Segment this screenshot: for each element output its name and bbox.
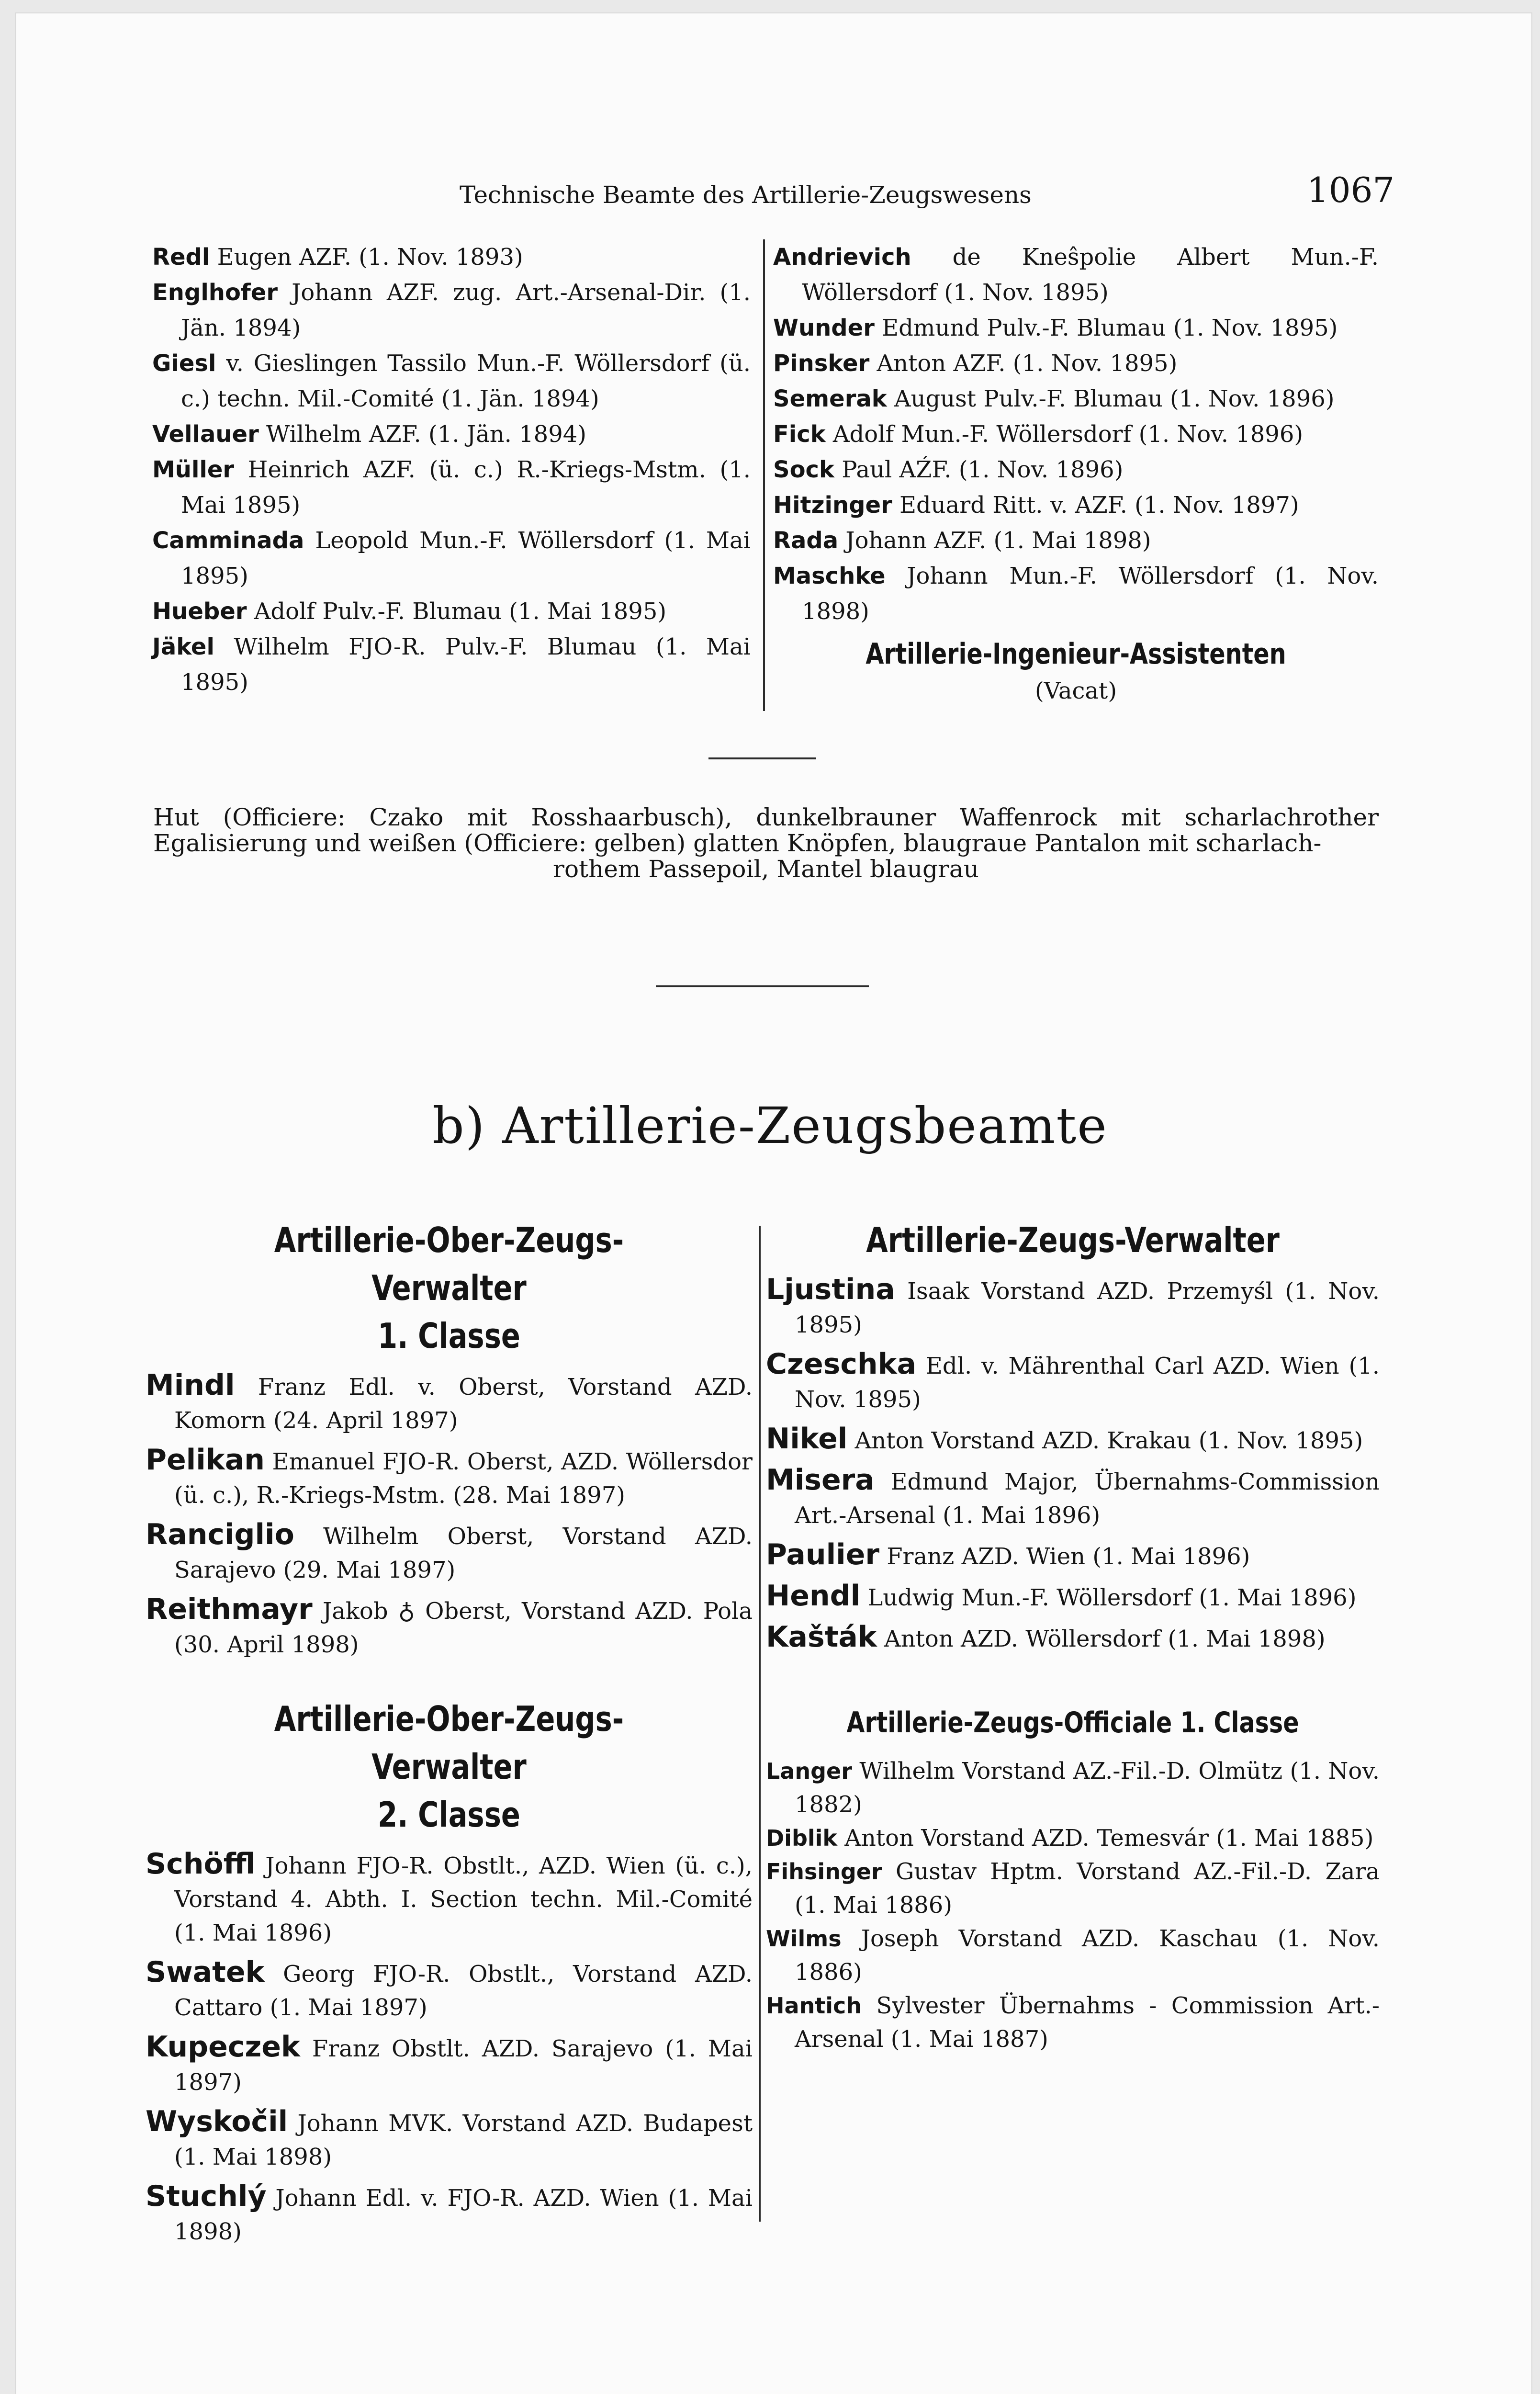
separator-rule <box>656 985 869 987</box>
entry-details: Adolf Mun.-F. Wöllersdorf (1. Nov. 1896) <box>832 421 1304 448</box>
entry-surname: Maschke <box>773 563 886 589</box>
entry-surname: Müller <box>152 456 235 483</box>
section-subheading: 2. Classe <box>378 1795 520 1835</box>
entry-details: Ludwig Mun.-F. Wöllersdorf (1. Mai 1896) <box>867 1584 1357 1611</box>
entry-surname: Vellauer <box>152 421 259 448</box>
entry <box>773 381 1379 417</box>
entry <box>146 2179 753 2248</box>
section-title: b) Artillerie-Zeugsbeamte <box>432 1096 1108 1155</box>
entry-details: Eduard Ritt. v. AZF. (1. Nov. 1897) <box>899 492 1299 519</box>
bottom-left-column <box>146 1216 753 2254</box>
entry-surname: Hantich <box>766 1993 862 2019</box>
entry-surname: Schöffl <box>146 1847 256 1881</box>
entry <box>766 1273 1380 1342</box>
entry-surname: Paulier <box>766 1538 879 1571</box>
entry <box>152 275 751 346</box>
entry-surname: Jäkel <box>152 633 214 660</box>
separator-rule <box>708 757 816 759</box>
entry-details: Adolf Pulv.-F. Blumau (1. Mai 1895) <box>254 598 667 625</box>
section-heading: Artillerie-Ober-Zeugs-Verwalter <box>274 1699 624 1787</box>
entry-details: Anton Vorstand AZD. Temesvár (1. Mai 1885) <box>844 1825 1374 1852</box>
entry <box>152 629 751 700</box>
entry-details: Franz Edl. v. Oberst, Vorstand AZD. Komorn (24. April 1897) <box>174 1374 753 1434</box>
entry <box>152 239 751 275</box>
entry-details: Johann MVK. Vorstand AZD. Budapest (1. Mai 1898) <box>174 2110 753 2170</box>
entry-surname: Andrievich <box>773 244 911 271</box>
entry <box>766 1620 1380 1656</box>
entry-details: Emanuel FJO-R. Oberst, AZD. Wöllersdor (ü. c.), R.-Kriegs-Mstm. (28. Mai 1897) <box>174 1448 753 1509</box>
entry <box>766 1821 1380 1855</box>
entry-surname: Giesl <box>152 350 216 377</box>
entry-details: Anton AZD. Wöllersdorf (1. Mai 1898) <box>884 1626 1326 1652</box>
entry-details: Franz Obstlt. AZD. Sarajevo (1. Mai 1897) <box>174 2035 753 2096</box>
entry-surname: Camminada <box>152 527 304 554</box>
running-header: Technische Beamte des Artillerie-Zeugswesens <box>460 181 1032 209</box>
entry <box>766 1538 1380 1573</box>
entry-details: Johann FJO-R. Obstlt., AZD. Wien (ü. c.), Vorstand 4. Abth. I. Section techn. Mil.-Comité (1. Mai 1896) <box>174 1852 753 1946</box>
entry-details: Wilhelm Oberst, Vorstand AZD. Sarajevo (29. Mai 1897) <box>174 1523 753 1583</box>
entry-details: Anton AZF. (1. Nov. 1895) <box>877 350 1178 377</box>
entry-surname: Wilms <box>766 1926 842 1952</box>
entry-surname: Fick <box>773 421 826 448</box>
entry <box>773 346 1379 381</box>
column-divider <box>759 1226 761 2222</box>
uniform-note-text: Hut (Officiere: Czako mit Rosshaarbusch), dunkelbrauner Waffenrock mit scharlachrother Egalisierung und weißen (Officiere: gelben) glatten Knöpfen, blaugraue Pantalon mit scharlach- <box>153 803 1379 857</box>
entry <box>773 487 1379 523</box>
entry-details: Franz AZD. Wien (1. Mai 1896) <box>887 1543 1250 1570</box>
entry-surname: Kašták <box>766 1620 877 1654</box>
entry <box>766 1754 1380 1821</box>
entry <box>152 346 751 417</box>
entry <box>146 1955 753 2024</box>
entry-surname: Ljustina <box>766 1273 895 1306</box>
entry-surname: Kupeczek <box>146 2030 300 2064</box>
top-left-column <box>152 239 751 700</box>
entry <box>152 594 751 629</box>
bottom-right-column <box>766 1216 1380 2056</box>
column-divider <box>763 239 765 711</box>
entry <box>773 239 1379 310</box>
entry-details: Wilhelm AZF. (1. Jän. 1894) <box>266 421 586 448</box>
entry-details: Johann Edl. v. FJO-R. AZD. Wien (1. Mai 1898) <box>174 2185 753 2245</box>
entry <box>773 558 1379 629</box>
entry-surname: Diblik <box>766 1825 838 1851</box>
entry-surname: Nikel <box>766 1422 848 1456</box>
entry-details: de Kneŝpolie Albert Mun.-F. Wöllersdorf (1. Nov. 1895) <box>802 244 1379 306</box>
entry <box>152 452 751 523</box>
entry-surname: Wunder <box>773 315 875 341</box>
section-heading: Artillerie-Zeugs-Verwalter <box>866 1220 1280 1260</box>
entry <box>766 1922 1380 1989</box>
entry-surname: Pinsker <box>773 350 870 377</box>
entry-details: Gustav Hptm. Vorstand AZ.-Fil.-D. Zara (1. Mai 1886) <box>795 1858 1380 1919</box>
entry-surname: Ranciglio <box>146 1518 294 1551</box>
entry <box>766 1989 1380 2056</box>
section-subheading: 1. Classe <box>378 1316 520 1356</box>
entry-surname: Wyskočil <box>146 2105 288 2138</box>
entry <box>152 523 751 594</box>
entry-details: Wilhelm Vorstand AZ.-Fil.-D. Olmütz (1. Nov. 1882) <box>795 1758 1380 1818</box>
entry-surname: Misera <box>766 1463 875 1497</box>
entry-surname: Fihsinger <box>766 1859 882 1885</box>
entry-details: Edmund Pulv.-F. Blumau (1. Nov. 1895) <box>882 315 1338 341</box>
entry-details: Eugen AZF. (1. Nov. 1893) <box>217 244 523 271</box>
entry-details: Johann AZF. zug. Art.-Arsenal-Dir. (1. Jän. 1894) <box>181 279 751 341</box>
section-heading: Artillerie-Zeugs-Officiale 1. Classe <box>846 1706 1299 1739</box>
entry-surname: Rada <box>773 527 839 554</box>
page-number: 1067 <box>1307 170 1395 210</box>
entry <box>766 1579 1380 1615</box>
entry-surname: Hueber <box>152 598 247 625</box>
uniform-note <box>153 804 1379 882</box>
entry-surname: Semerak <box>773 385 887 412</box>
entry-details: August Pulv.-F. Blumau (1. Nov. 1896) <box>894 385 1335 412</box>
entry <box>766 1463 1380 1532</box>
entry <box>766 1855 1380 1922</box>
entry-surname: Stuchlý <box>146 2179 267 2213</box>
entry-details: Wilhelm FJO-R. Pulv.-F. Blumau (1. Mai 1895) <box>181 633 751 696</box>
entry <box>773 523 1379 558</box>
entry <box>146 1847 753 1950</box>
entry <box>146 1443 753 1512</box>
entry <box>773 310 1379 346</box>
entry <box>773 452 1379 487</box>
entry <box>152 417 751 452</box>
entry-details: v. Gieslingen Tassilo Mun.-F. Wöllersdorf (ü. c.) techn. Mil.-Comité (1. Jän. 1894) <box>181 350 751 412</box>
entry-surname: Langer <box>766 1758 852 1784</box>
entry-details: Paul AŹF. (1. Nov. 1896) <box>842 456 1124 483</box>
entry-details: Isaak Vorstand AZD. Przemyśl (1. Nov. 1895) <box>795 1278 1380 1338</box>
entry-details: Edl. v. Mährenthal Carl AZD. Wien (1. Nov. 1895) <box>795 1353 1380 1413</box>
vacancy-note: (Vacat) <box>1034 678 1117 704</box>
entry-surname: Pelikan <box>146 1443 265 1477</box>
entry <box>773 417 1379 452</box>
entry-details: Edmund Major, Übernahms-Commission Art.-Arsenal (1. Mai 1896) <box>795 1468 1380 1529</box>
entry-surname: Swatek <box>146 1955 265 1989</box>
entry-details: Georg FJO-R. Obstlt., Vorstand AZD. Cattaro (1. Mai 1897) <box>174 1961 753 2021</box>
entry-details: Jakob ♁ Oberst, Vorstand AZD. Pola (30. April 1898) <box>174 1598 753 1658</box>
section-heading: Artillerie-Ober-Zeugs-Verwalter <box>274 1220 624 1308</box>
section-heading: Artillerie-Ingenieur-Assistenten <box>866 637 1286 671</box>
entry <box>766 1347 1380 1416</box>
top-right-column <box>773 239 1379 709</box>
entry <box>146 2105 753 2174</box>
entry-surname: Czeschka <box>766 1347 917 1381</box>
uniform-note-last-line: rothem Passepoil, Mantel blaugrau <box>553 855 979 883</box>
entry <box>766 1422 1380 1457</box>
entry-surname: Englhofer <box>152 279 278 306</box>
entry-details: Johann Mun.-F. Wöllersdorf (1. Nov. 1898) <box>802 563 1379 625</box>
entry-surname: Mindl <box>146 1368 235 1402</box>
entry-details: Joseph Vorstand AZD. Kaschau (1. Nov. 1886) <box>795 1925 1380 1986</box>
entry-surname: Redl <box>152 244 210 271</box>
entry-details: Anton Vorstand AZD. Krakau (1. Nov. 1895) <box>854 1427 1363 1454</box>
entry-surname: Sock <box>773 456 834 483</box>
entry <box>146 2030 753 2099</box>
entry-surname: Hendl <box>766 1579 861 1613</box>
entry-details: Sylvester Übernahms - Commission Art.-Arsenal (1. Mai 1887) <box>795 1992 1380 2053</box>
entry-details: Heinrich AZF. (ü. c.) R.-Kriegs-Mstm. (1. Mai 1895) <box>181 456 751 519</box>
entry <box>146 1368 753 1437</box>
entry <box>146 1592 753 1661</box>
entry <box>146 1518 753 1587</box>
entry-details: Leopold Mun.-F. Wöllersdorf (1. Mai 1895) <box>181 527 751 589</box>
entry-surname: Reithmayr <box>146 1592 313 1626</box>
entry-surname: Hitzinger <box>773 492 892 519</box>
entry-details: Johann AZF. (1. Mai 1898) <box>845 527 1151 554</box>
